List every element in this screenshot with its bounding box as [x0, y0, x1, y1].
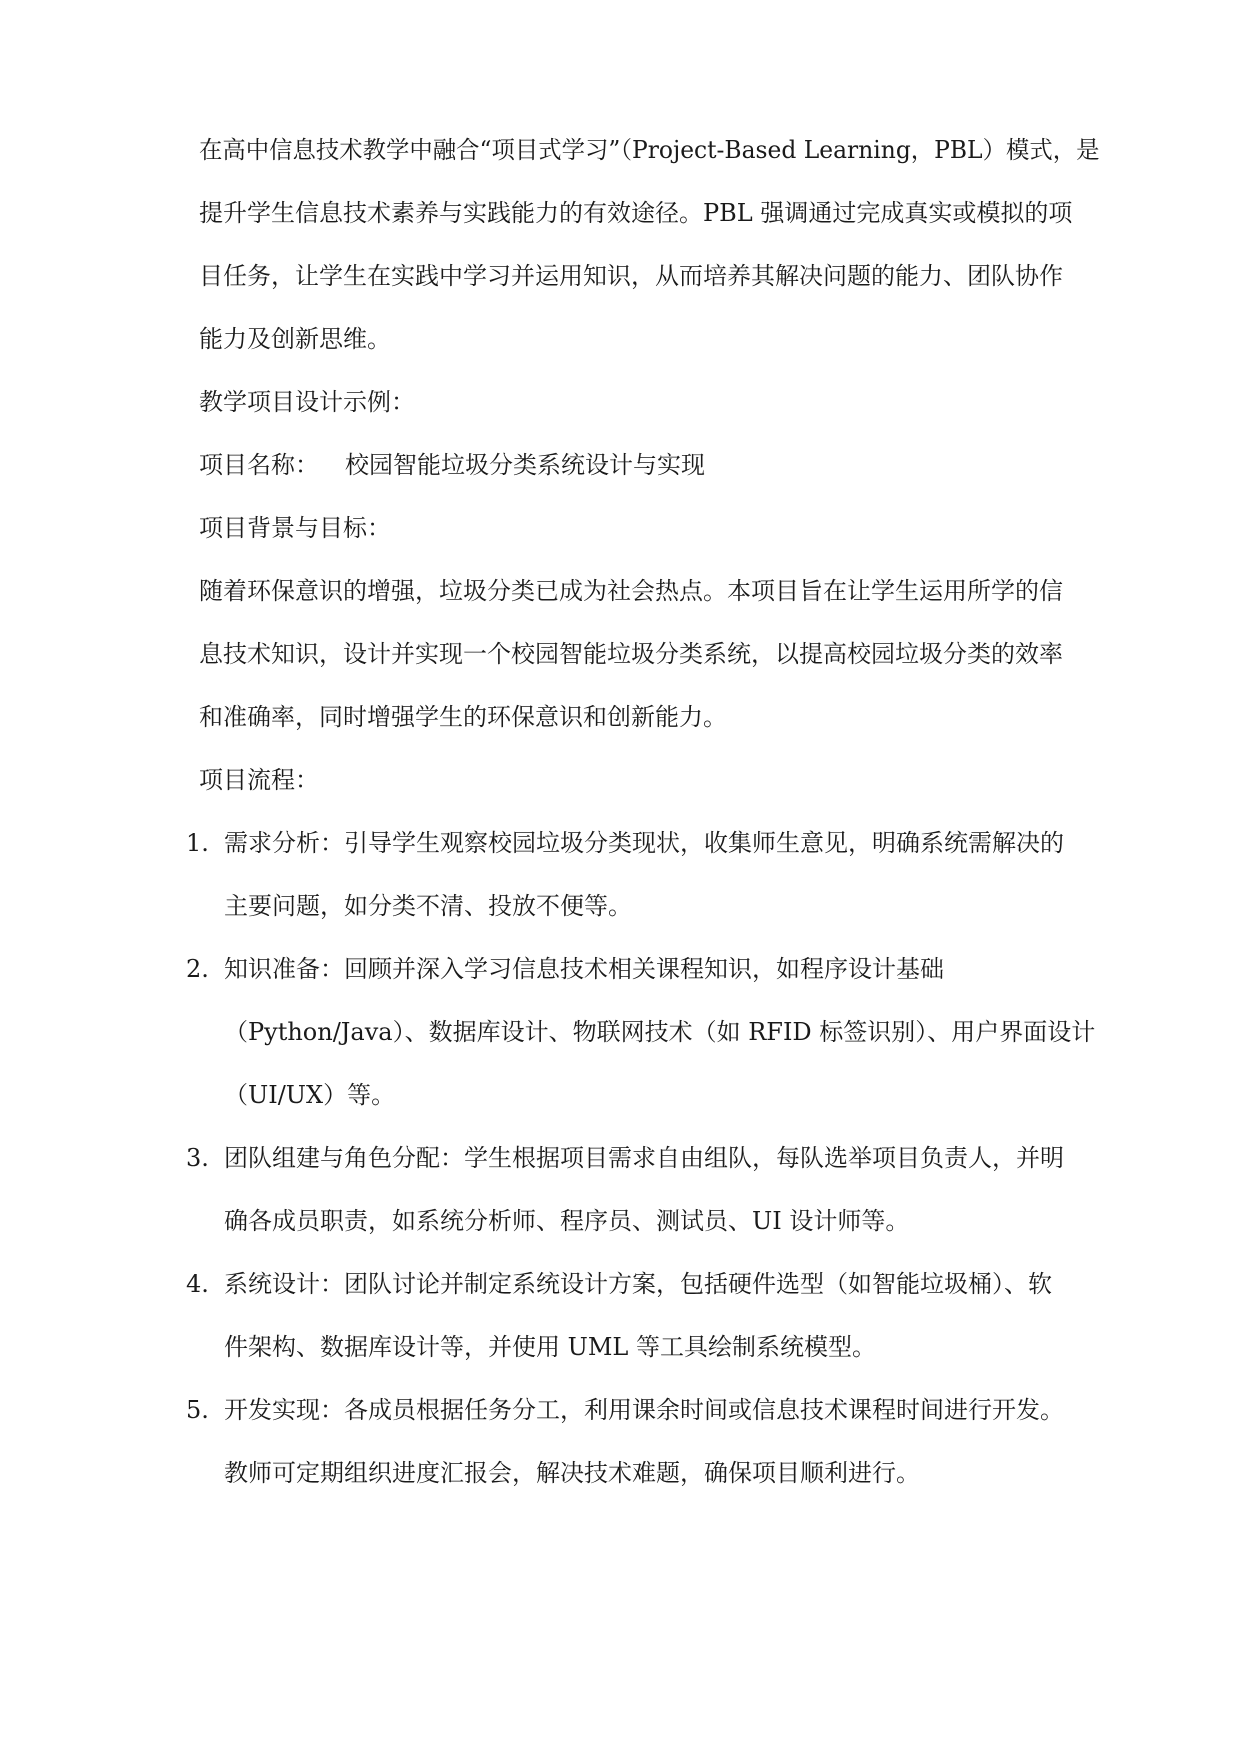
project-name-row [199, 448, 705, 482]
list-item-line: 知识准备：回顾并深入学习信息技术相关课程知识，如程序设计基础 [224, 955, 944, 983]
list-item-number: 2. [186, 955, 209, 983]
list-item-line: 确各成员职责，如系统分析师、程序员、测试员、UI 设计师等。 [224, 1207, 910, 1235]
list-item-line: 教师可定期组织进度汇报会，解决技术难题，确保项目顺利进行。 [224, 1459, 920, 1487]
intro-line: 能力及创新思维。 [199, 325, 391, 353]
list-item-number: 1. [186, 829, 209, 857]
project-name-label: 项目名称： [199, 451, 319, 479]
list-item-line: （Python/Java）、数据库设计、物联网技术（如 RFID 标签识别）、用户界面设计 [224, 1018, 1096, 1046]
intro-line: 目任务，让学生在实践中学习并运用知识，从而培养其解决问题的能力、团队协作 [199, 262, 1063, 290]
example-heading: 教学项目设计示例： [199, 388, 415, 416]
list-item-number: 3. [186, 1144, 209, 1172]
process-heading: 项目流程： [199, 766, 319, 794]
list-item-line: 件架构、数据库设计等，并使用 UML 等工具绘制系统模型。 [224, 1333, 876, 1361]
background-line: 随着环保意识的增强，垃圾分类已成为社会热点。本项目旨在让学生运用所学的信 [199, 577, 1063, 605]
background-line: 息技术知识，设计并实现一个校园智能垃圾分类系统，以提高校园垃圾分类的效率 [199, 640, 1063, 668]
list-item-line: 开发实现：各成员根据任务分工，利用课余时间或信息技术课程时间进行开发。 [224, 1396, 1064, 1424]
project-name-value: 校园智能垃圾分类系统设计与实现 [345, 451, 705, 479]
list-item-line: （UI/UX）等。 [224, 1081, 396, 1109]
list-item-number: 4. [186, 1270, 209, 1298]
list-item-line: 需求分析：引导学生观察校园垃圾分类现状，收集师生意见，明确系统需解决的 [224, 829, 1064, 857]
list-item-number: 5. [186, 1396, 209, 1424]
background-heading: 项目背景与目标： [199, 514, 391, 542]
list-item-line: 主要问题，如分类不清、投放不便等。 [224, 892, 632, 920]
intro-line: 在高中信息技术教学中融合“项目式学习”（Project-Based Learning，PBL）模式，是 [199, 136, 1100, 164]
list-item-line: 系统设计：团队讨论并制定系统设计方案，包括硬件选型（如智能垃圾桶）、软 [224, 1270, 1052, 1298]
intro-line: 提升学生信息技术素养与实践能力的有效途径。PBL 强调通过完成真实或模拟的项 [199, 199, 1073, 227]
list-item-line: 团队组建与角色分配：学生根据项目需求自由组队，每队选举项目负责人，并明 [224, 1144, 1064, 1172]
background-line: 和准确率，同时增强学生的环保意识和创新能力。 [199, 703, 727, 731]
